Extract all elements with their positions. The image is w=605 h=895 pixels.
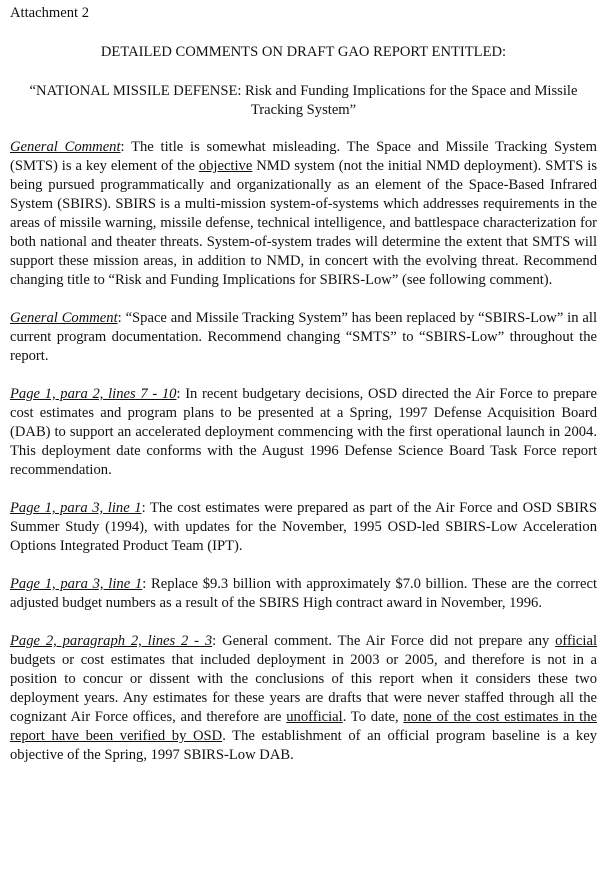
underlined-phrase: none of the cost estimates in the report have been verified by OSD	[10, 709, 597, 744]
label-separator: :	[117, 310, 126, 326]
comment-text: “Space and Missile Tracking System” has been replaced by “SBIRS-Low” in all current program documentation. Recommend changing “SMTS” to “SBIRS-Low” throughout the report.	[10, 310, 597, 364]
comment-label: General Comment	[10, 310, 118, 326]
label-separator: :	[120, 139, 132, 155]
comment-paragraph	[10, 632, 597, 765]
comment-text: NMD system (not the initial NMD deployment). SMTS is being pursued programmatically and organizationally as an element of the Space-Based Infrared System (SBIRS). SBIRS is a multi-mission system-of-systems which addresses requirements in the areas of missile warning, missile defense, technical intelligence, and battlespace characterization for both national and theater threats. System-of-system trades will determine the extent that SMTS will support these mission areas, in addition to NMD, in concert with the evolving threat. Recommend changing title to “Risk and Funding Implications for SBIRS-Low” (see following comment).	[10, 158, 598, 288]
comment-text: . The establishment of an official program baseline is a key objective of the Spring, 1997 SBIRS-Low DAB.	[10, 728, 597, 763]
comment-text: The title is somewhat misleading. The Space and Missile Tracking System (SMTS) is a key element of the	[10, 139, 597, 174]
comment-paragraph	[10, 385, 597, 480]
label-separator: :	[212, 633, 223, 649]
comment-label: General Comment	[10, 139, 121, 155]
comment-text: . To date,	[342, 709, 404, 725]
comment-text: In recent budgetary decisions, OSD directed the Air Force to prepare cost estimates and program plans to be presented at a Spring, 1997 Defense Acquisition Board (DAB) to support an accelerated deployment commencing with the first operational launch in 2004. This deployment date conforms with the August 1996 Defense Science Board Task Force report recommendation.	[10, 386, 597, 478]
comment-text: Replace $9.3 billion with approximately $7.0 billion. These are the correct adjusted budget numbers as a result of the SBIRS High contract award in November, 1996.	[10, 576, 598, 611]
label-separator: :	[141, 500, 150, 516]
label-separator: :	[176, 386, 186, 402]
comment-label: Page 2, paragraph 2, lines 2 - 3	[10, 633, 213, 649]
attachment-label: Attachment 2	[10, 5, 90, 21]
comment-text: budgets or cost estimates that included deployment in 2003 or 2005, and therefore is not in a position to concur or dissent with the conclusions of this report when it considers these two deployment years. Any estimates for these years are drafts that were never staffed through all the cognizant Air Force offices, and therefore are	[10, 652, 597, 725]
document-title: DETAILED COMMENTS ON DRAFT GAO REPORT ENTITLED:	[100, 44, 507, 60]
comment-paragraph	[10, 309, 597, 366]
comment-paragraph	[10, 499, 597, 556]
underlined-term: official	[555, 633, 597, 649]
comment-label: Page 1, para 3, line 1	[10, 500, 142, 516]
comment-label: Page 1, para 3, line 1	[10, 576, 143, 592]
comment-text: General comment. The Air Force did not prepare any	[222, 633, 556, 649]
underlined-term: unofficial	[286, 709, 343, 725]
comment-paragraph	[10, 138, 597, 290]
label-separator: :	[142, 576, 151, 592]
report-subtitle: “NATIONAL MISSILE DEFENSE: Risk and Funding Implications for the Space and Missile Tracking System”	[29, 83, 578, 118]
comment-label: Page 1, para 2, lines 7 - 10	[10, 386, 177, 402]
underlined-term: objective	[198, 158, 253, 174]
comment-text: The cost estimates were prepared as part of the Air Force and OSD SBIRS Summer Study (1994), with updates for the November, 1995 OSD-led SBIRS-Low Acceleration Options Integrated Product Team (IPT).	[10, 500, 597, 554]
comment-paragraph	[10, 575, 597, 613]
